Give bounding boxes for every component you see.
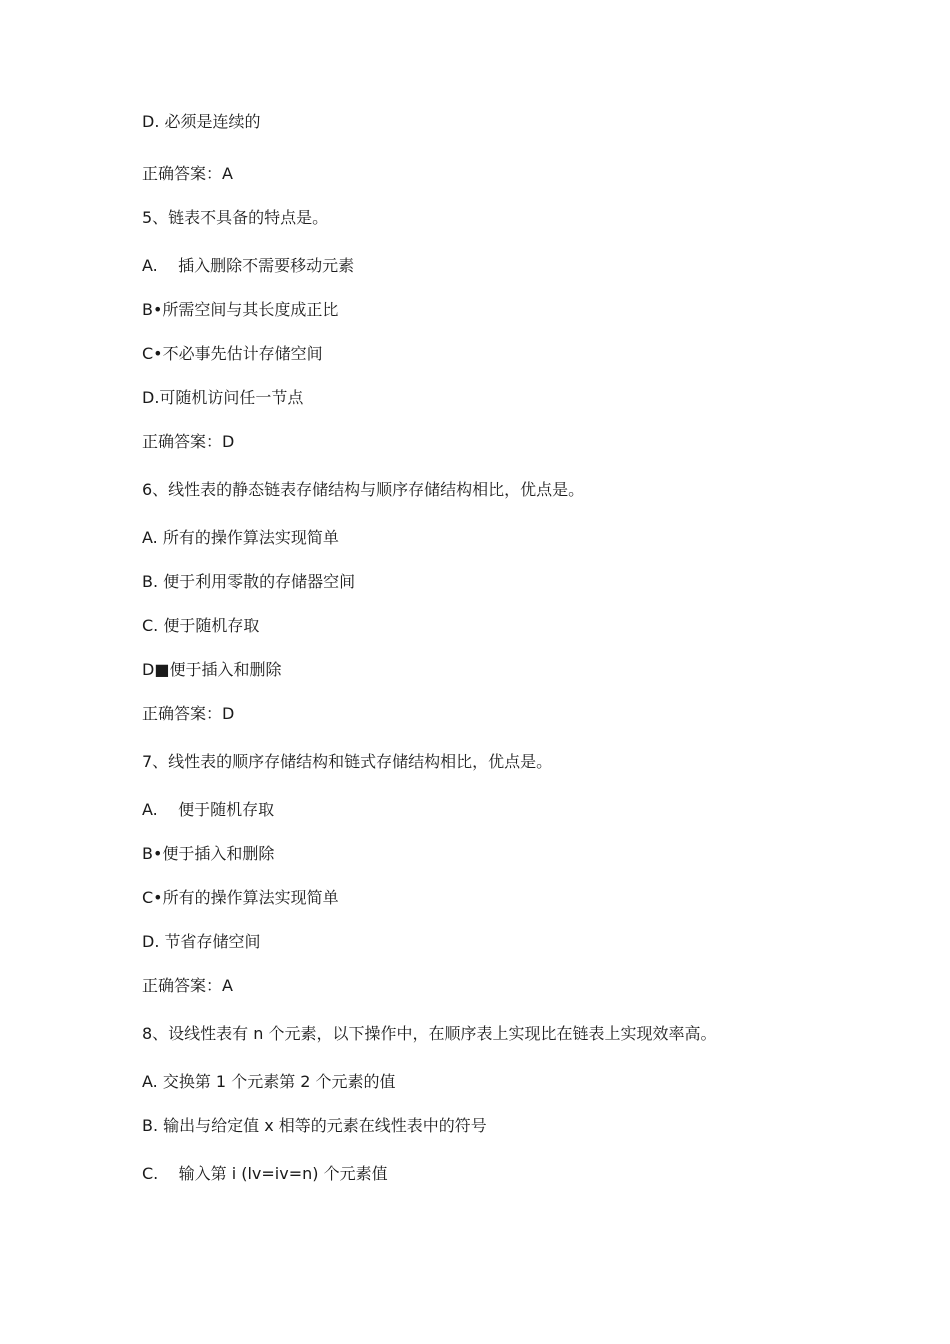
q6-option-b: B. 便于利用零散的存储器空间 bbox=[142, 572, 356, 591]
q6-option-d: D■便于插入和删除 bbox=[142, 660, 282, 679]
q7-option-c: C•所有的操作算法实现简单 bbox=[142, 888, 339, 907]
q5-option-c: C•不必事先估计存储空间 bbox=[142, 344, 323, 363]
q7-question: 7、线性表的顺序存储结构和链式存储结构相比，优点是。 bbox=[142, 752, 553, 771]
q7-option-d: D. 节省存储空间 bbox=[142, 932, 261, 951]
q8-option-a: A. 交换第 1 个元素第 2 个元素的值 bbox=[142, 1072, 396, 1091]
q5-answer: 正确答案：D bbox=[142, 432, 235, 451]
q6-answer: 正确答案：D bbox=[142, 704, 235, 723]
q8-question: 8、设线性表有 n 个元素，以下操作中，在顺序表上实现比在链表上实现效率高。 bbox=[142, 1024, 717, 1043]
q7-answer: 正确答案：A bbox=[142, 976, 233, 995]
q7-option-b: B•便于插入和删除 bbox=[142, 844, 275, 863]
q7-option-a: A. 便于随机存取 bbox=[142, 800, 275, 819]
q6-option-c: C. 便于随机存取 bbox=[142, 616, 260, 635]
q5-question: 5、链表不具备的特点是。 bbox=[142, 208, 329, 227]
q5-option-d: D.可随机访问任一节点 bbox=[142, 388, 304, 407]
q5-option-b: B•所需空间与其长度成正比 bbox=[142, 300, 339, 319]
q5-option-a: A. 插入删除不需要移动元素 bbox=[142, 256, 355, 275]
q4-answer: 正确答案：A bbox=[142, 164, 233, 183]
q8-option-c: C. 输入第 i (lv=iv=n) 个元素值 bbox=[142, 1164, 388, 1183]
q6-option-a: A. 所有的操作算法实现简单 bbox=[142, 528, 339, 547]
q4-option-d: D. 必须是连续的 bbox=[142, 112, 261, 131]
q8-option-b: B. 输出与给定值 x 相等的元素在线性表中的符号 bbox=[142, 1116, 487, 1135]
q6-question: 6、线性表的静态链表存储结构与顺序存储结构相比，优点是。 bbox=[142, 480, 585, 499]
